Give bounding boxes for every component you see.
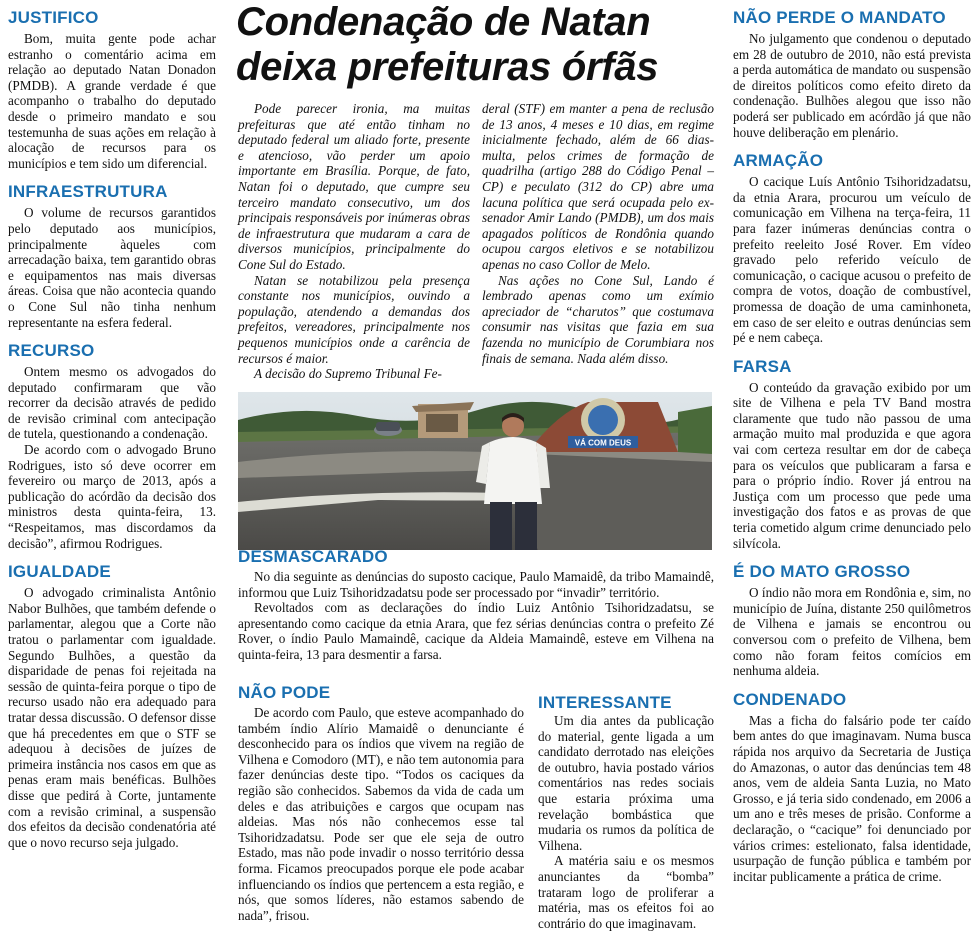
lead-paragraph: Nas ações no Cone Sul, Lando é lembrado apenas como um exímio apreciador de “charutos” que costumava consumir nas visitas que fazia em sua fazenda no município de Corumbiara nos finais de semana. Nada além disso.: [482, 272, 714, 366]
lead-column-1: [238, 101, 470, 382]
paragraph: Bom, muita gente pode achar estranho o comentário acima em relação ao deputado Natan Donadon (PMDB). A grande verdade é que acompanho o trabalho do deputado desde o primeiro mandato e sou testemunha de suas ações em relação à alocação de recursos para os municípios e tem sido um diferencial.: [8, 31, 216, 171]
lead-paragraph: A decisão do Supremo Tribunal Fe-: [254, 366, 442, 382]
section-heading: IGUALDADE: [8, 562, 111, 582]
lead-paragraph: Natan se notabilizou pela presença constante nos municípios, ouvindo a população, atendendo a demandas dos prefeitos, vereadores, principalmente nos pequenos municípios onde a carência de recursos é maior.: [238, 272, 470, 366]
section-heading: INFRAESTRUTURA: [8, 182, 168, 202]
paragraph: Ontem mesmo os advogados do deputado confirmaram que vão recorrer da decisão através de pedido de revisão criminal com antecipação de tutela, questionando a condenação.: [8, 364, 216, 442]
headline-line-1: Condenação de Natan: [236, 0, 651, 44]
lead-column-2: [482, 101, 714, 366]
section-heading: NÃO PERDE O MANDATO: [733, 8, 946, 27]
right-column: [733, 8, 971, 895]
section-heading: JUSTIFICO: [8, 8, 99, 27]
section-heading: ARMAÇÃO: [733, 151, 824, 171]
section-heading: FARSA: [733, 356, 792, 376]
section-interessante: [538, 693, 714, 931]
section-heading: CONDENADO: [733, 689, 847, 709]
paragraph: De acordo com o advogado Bruno Rodrigues, isto só deve ocorrer em fevereiro ou março de 2013, após a publicação do acórdão da decisão dos ministros desta quinta-feira, 13. “Respeitamos, mas discordamos da decisão”, afirmou Rodrigues.: [8, 442, 216, 551]
headline: [236, 0, 716, 90]
paragraph: A matéria saiu e os mesmos anunciantes da “bomba” trataram logo de proliferar a matéria, mas os efeitos foi ao contrário do que imaginavam.: [538, 853, 714, 931]
paragraph: No dia seguinte as denúncias do suposto cacique, Paulo Mamaidê, da tribo Mamaindê, informou que Luiz Tsihoridzadatsu pode ser processado por “invadir” território.: [238, 569, 714, 600]
section-nao-pode: [238, 683, 524, 923]
paragraph: Revoltados com as declarações do índio Luiz Antônio Tsihoridzadatsu, se apresentando como cacique da etnia Arara, que fez sérias denúncias contra o prefeito Zé Rover, o índio Paulo Mamaindê, cacique da Aldeia Mamaindê, esteve em Vilhena na quinta-feira, 13 para desmentir a farsa.: [238, 600, 714, 662]
paragraph: De acordo com Paulo, que esteve acompanhado do também índio Alírio Mamaidê o denunciante é desconhecido para os índios que vivem na região de Vilhena e Comodoro (MT), e não tem autonomia para fazer denúncias deste tipo. “Todos os caciques da região são conhecidos. Sabemos da vida de cada um deles e das atribuições e cargos que ocupam nas aldeias. Mas nós não conhecemos esse tal Tsihoridzadatsu. Pode ser que ele seja de outro Estado, mas não pode invadir o nosso território dessa forma. Ficamos preocupados porque ele pode acabar influenciando os índios que pertencem a esta região, e nós, que somos líderes, não estamos sabendo de nada”, frisou.: [238, 705, 524, 923]
section-heading: RECURSO: [8, 341, 95, 361]
section-recurso: [8, 341, 216, 551]
paragraph: O volume de recursos garantidos pelo deputado aos municípios, principalmente àqueles com arrecadação baixa, tem garantido obras e equipamentos nas mais diversas áreas. Coisa que não acontecia quando o Cone Sul não tinha nenhum representante na esfera federal.: [8, 205, 216, 330]
paragraph: O cacique Luís Antônio Tsihoridzadatsu, da etnia Arara, procurou um veículo de comunicação em Vilhena na terça-feira, 11 para fazer inúmeras denúncias contra o prefeito reeleito José Rover. Em vídeo gravado pelo referido veículo de comunicação, o cacique acusou o prefeito de compra de votos, doação de combustível, promessa de doação de uma caminhoneta, em caso de ser eleito e outras denúncias sem pé e nem cabeça.: [733, 174, 971, 346]
lead-paragraph: Pode parecer ironia, ma muitas prefeituras que até então tinham no deputado federal um aliado forte, presente e atencioso, vão perder um apoio importante em Brasília. Porque, de fato, Natan foi o deputado, que cumpre seu terceiro mandato consecutivo, um dos principais responsáveis por inúmeras obras de infraestrutura que mudaram a cara de diversos municípios, principalmente do Cone Sul do Estado.: [238, 101, 470, 272]
section-farsa: [733, 357, 971, 552]
section-heading: DESMASCARADO: [238, 547, 388, 566]
section-desmascarado: [238, 547, 714, 663]
paragraph: Mas a ficha do falsário pode ter caído bem antes do que imaginavam. Numa busca rápida nos arquivo da Secretaria de Justiça do Amazonas, o autor das denúncias tem 48 anos, vem de aldeia Santa Luzia, no Mato Grosso, e já teria sido condenado, em 2006 a um ano e três meses de prisão. Conforme a declaração, o “cacique” foi denunciado por vários crimes: estelionato, falsa identidade, usurpação de função pública e também por incitar publicamente a prática de crime.: [733, 712, 971, 884]
section-condenado: [733, 690, 971, 885]
headline-line-2: deixa prefeituras órfãs: [236, 45, 659, 89]
sign-text: VÁ COM DEUS: [574, 438, 632, 448]
section-nao-perde-o-mandato: [733, 8, 971, 140]
paragraph: Um dia antes da publicação do material, gente ligada a um candidato derrotado nas eleições de outubro, havia postado vários comentários nas redes sociais que estaria próxima uma revelação bombástica que mudaria os rumos da política de Vilhena.: [538, 713, 714, 853]
section-igualdade: [8, 562, 216, 850]
section-infraestrutura: [8, 182, 216, 330]
section-e-do-mato-grosso: [733, 562, 971, 679]
left-column: [8, 8, 216, 861]
section-armacao: [733, 151, 971, 346]
news-photo: [238, 392, 712, 550]
paragraph: No julgamento que condenou o deputado em 28 de outubro de 2010, não está prevista a perda automática de mandato ou suspensão de direitos políticos como efeito direto da condenação. Bulhões alegou que isso não poderá ser publicado em acórdão já que não houve deliberação em plenário.: [733, 31, 971, 140]
section-heading: NÃO PODE: [238, 683, 331, 702]
paragraph: O advogado criminalista Antônio Nabor Bulhões, que também defende o parlamentar, alegou que a Corte não tratou o parlamentar com igualdade. Segundo Bulhões, a questão da disparidade de penas foi rejeitada na sessão de quinta-feira porque o tipo de recurso usado não era adequado para tratar dessa discussão. O defensor disse que há precedentes em que o STF se adequou à decisões de juízes de primeira instância nos casos em que as penas eram mais benéficas. Bulhões disse que pedirá à Corte, juntamente com a revisão criminal, a suspensão dos efeitos da decisão condenatória até que o novo recurso seja julgado.: [8, 585, 217, 850]
paragraph: O índio não mora em Rondônia e, sim, no município de Juína, distante 250 quilômetros de Vilhena e jamais se encontrou ou conversou com o prefeito de Vilhena, bem como não foram feitos comícios em nenhuma aldeia.: [733, 585, 971, 679]
section-justifico: [8, 8, 216, 171]
section-heading: INTERESSANTE: [538, 693, 672, 712]
section-heading: É DO MATO GROSSO: [733, 562, 911, 582]
lead-paragraph: deral (STF) em manter a pena de reclusão de 13 anos, 4 meses e 10 dias, em regime inicialmente fechado, além de 66 dias-multa, pelos crimes de formação de quadrilha (artigo 288 do Código Penal – CP) e peculato (312 do CP) abre uma lacuna política que será ocupada pelo ex-senador Amir Lando (PMDB), um dos mais apagados políticos de Rondônia quando ocupou cargos eletivos e se notabilizou apenas no caso Collor de Melo.: [482, 101, 714, 272]
paragraph: O conteúdo da gravação exibido por um site de Vilhena e pela TV Band mostra claramente que tudo não passou de uma armação muito mal produzida e que agora vai com certeza resultar em dor de cabeça para os veículos que publicaram a farsa e para o próprio índio. Rover já entrou na Justiça com um processo que pede uma investigação dos fatos e as provas de que teria cometido algum crime denunciado pelo silvícola.: [733, 379, 971, 551]
photo-illustration: [238, 392, 712, 550]
